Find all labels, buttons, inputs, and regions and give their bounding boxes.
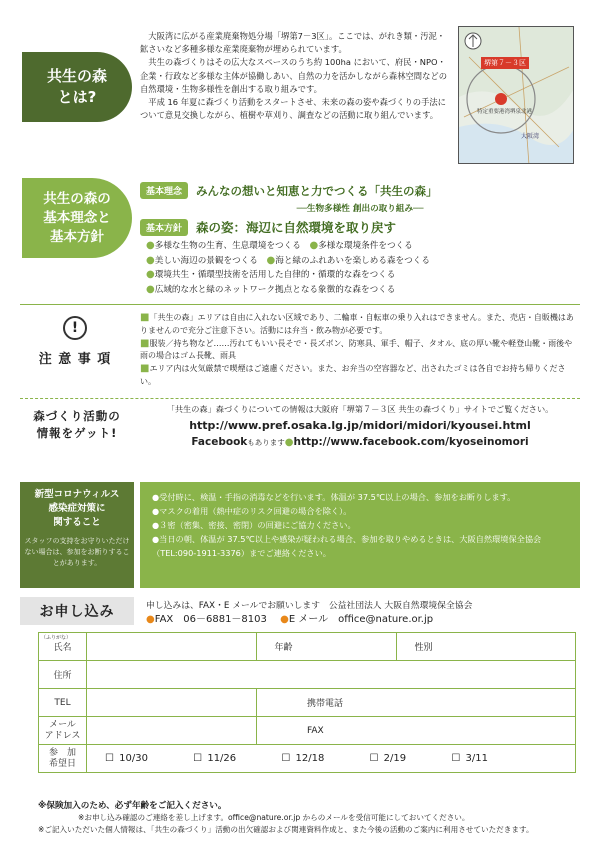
bullet-icon: ● — [309, 240, 319, 251]
tag-policy: 基本方針 — [140, 219, 188, 236]
label-dates: 参 加 希望日 — [39, 745, 87, 773]
bullet-icon: ● — [146, 254, 155, 266]
fax-field[interactable] — [397, 717, 576, 745]
footnotes: ※保険加入のため、必ず年齢をご記入ください。 ※お申し込み確認のご連絡を差し上げます。office@nature.or.jp からのメールを受信可能にしておいてください。 ※ご記入いただいた個人情報は、「共生の森づくり」活動の出欠確認および関連資料作成と、また今後の活動のご案内に利用させていただきます。 — [38, 801, 534, 834]
dates-row — [87, 745, 576, 773]
bullet-icon: ● — [146, 240, 155, 251]
tel-field[interactable] — [87, 689, 257, 717]
label-age: 年齢 — [257, 633, 297, 661]
bullet-icon: ● — [266, 254, 276, 266]
date-checkbox[interactable]: ☐ 3/11 — [451, 753, 488, 764]
location-map — [458, 26, 574, 164]
divider — [20, 398, 580, 399]
bullet-icon: ■ — [140, 337, 150, 349]
map-label: 堺第７－３区 — [481, 57, 529, 69]
date-checkbox[interactable]: ☐ 2/19 — [369, 753, 407, 764]
philosophy-badge: 共生の森の 基本理念と 基本方針 — [22, 178, 132, 258]
divider — [20, 304, 580, 305]
mail-field[interactable] — [87, 717, 257, 745]
apply-info: 申し込みは、FAX・E メールでお願いします 公益社団法人 大阪自然環境保全協会 ●FAX 06－6881－8103 ●E メール office@nature.or.jp — [146, 601, 473, 625]
facebook-url[interactable]: http://www.facebook.com/kyoseinomori — [293, 436, 529, 448]
label-gender: 性別 — [397, 633, 437, 661]
label-mobile: 携帯電話 — [257, 689, 397, 717]
policy-headline: 森の姿：海辺に自然環境を取り戻す — [196, 220, 397, 235]
label-fax: FAX — [257, 717, 397, 745]
bullet-icon: ● — [280, 614, 289, 625]
application-form: （ふりがな） 氏名 年齢 性別 住所 TEL 携帯電話 メール アドレス FAX 参 加 希望日 ☐ 10/30 ☐ 11/26 ☐ 12/18 ☐ 2/19 ☐ 3/11 — [38, 632, 576, 773]
bullet-icon: ● — [284, 437, 294, 448]
info-block: 「共生の森」森づくりについての情報は大阪府「堺第７－３区 共生の森づくり」サイトでご覧ください。 http://www.pref.osaka.lg.jp/midori/midori/kyousei.html Facebookもあります●http://www.facebook.com/kyoseinomori — [140, 404, 580, 448]
age-field[interactable] — [297, 633, 397, 661]
tag-principle: 基本理念 — [140, 182, 188, 199]
label-mail: メール アドレス — [39, 717, 87, 745]
notes-title: 注 意 事 項 — [38, 352, 112, 367]
gender-field[interactable] — [437, 633, 576, 661]
bullet-icon: ● — [152, 492, 160, 502]
notes-heading — [20, 316, 130, 386]
map-sub: 特定重要港湾堺泉北港 — [477, 109, 533, 115]
covid-heading: 新型コロナウィルス 感染症対策に 関すること スタッフの支持をお守りいただけない場合は、参加をお断りすることがあります。 — [20, 482, 134, 588]
covid-list: ●受付時に、検温・手指の消毒などを行います。体温が 37.5℃以上の場合、参加をお断りします。 ●マスクの着用（熱中症のリスク回避の場合を除く）。 ●３密（密集、密接、密閉）の回避にご協力ください。 ●当日の朝、体温が 37.5℃以上や感染が疑われる場合、参加を取りやめるときは、大阪自然環境保全協会（TEL:090-1911-3376）までご連絡ください。 — [140, 482, 580, 588]
bullet-icon: ● — [146, 283, 155, 295]
date-checkbox[interactable]: ☐ 12/18 — [281, 753, 325, 764]
principle-subline: ──生物多様性 創出の取り組み── — [296, 204, 424, 214]
name-field[interactable] — [87, 633, 257, 661]
bullet-icon: ● — [152, 534, 160, 544]
map-place: 大阪湾 — [521, 133, 540, 140]
bullet-icon: ■ — [140, 363, 150, 375]
principle-headline: みんなの想いと知恵と力でつくる「共生の森」 — [196, 183, 438, 198]
bullet-icon: ● — [146, 614, 155, 625]
label-name: 氏名 — [53, 643, 72, 653]
apply-heading: お申し込み — [20, 597, 134, 625]
bullet-icon: ● — [152, 520, 160, 530]
date-checkbox[interactable]: ☐ 11/26 — [193, 753, 237, 764]
bullet-icon: ■ — [140, 312, 150, 323]
label-address: 住所 — [39, 661, 87, 689]
bullet-icon: ● — [146, 269, 155, 280]
site-url[interactable]: http://www.pref.osaka.lg.jp/midori/midori/kyousei.html — [189, 419, 531, 432]
covid-note: スタッフの支持をお守りいただけない場合は、参加をお断りすることがあります。 — [24, 537, 130, 567]
bullet-icon: ● — [152, 506, 160, 516]
date-checkbox[interactable]: ☐ 10/30 — [105, 753, 148, 764]
exclamation-icon: ! — [63, 316, 87, 340]
info-heading: 森づくり活動の 情報をゲット! — [33, 409, 121, 440]
philosophy-block: 基本理念 みんなの想いと知恵と力でつくる「共生の森」 ──生物多様性 創出の取り組み── 基本方針 森の姿：海辺に自然環境を取り戻す ●多様な生物の生育、生息環境をつくる ●多様な環境条件をつくる ●美しい海辺の景観をつくる ●海と緑のふれあいを楽しめる森をつくる ●環境共生・循環型技術を活用した自律的・循環的な森をつくる ●広域的な水と緑のネットワーク拠点となる象徴的な森をつくる — [140, 182, 580, 297]
info-desc: 「共生の森」森づくりについての情報は大阪府「堺第７－３区 共生の森づくり」サイトでご覧ください。 — [166, 404, 554, 414]
notes-list: ■「共生の森」エリアは自由に入れない区域であり、二輪車・自転車の乗り入れはできません。また、売店・自販機はありませんので充分ご注意下さい。活動には弁当・飲み物が必要です。 ■服装／持ち物など……汚れてもいい長そで・長ズボン、防寒具、軍手、帽子、タオル、底の厚い靴や軽登山靴・雨後や雨の場合はゴム長靴、雨具 ■エリア内は火気厳禁で喫煙はご遠慮ください。また、お弁当の空容器など、出されたゴミは各自でお持ち帰りください。 — [140, 312, 574, 386]
label-tel: TEL — [39, 689, 87, 717]
mobile-field[interactable] — [397, 689, 576, 717]
about-badge: 共生の森 とは? — [22, 52, 132, 122]
address-field[interactable] — [87, 661, 576, 689]
about-text: 大阪湾に広がる産業廃棄物処分場「堺第7－3区」。ここでは、がれき類・汚泥・鉱さいなど多種多様な産業廃棄物が埋められています。 共生の森づくりはその広大なスペースのうち約 100ha において、府民・NPO・企業・行政など多様な主体が協働しあい、自然の力を活かしながら森林空間などの自然環境・生物多様性を創出する取り組みです。 平成 16 年夏に森づくり活動をスタートさせ、未来の森の姿や森づくりの手法について意見交換しながら、植樹や草刈り、調査などの活動に取り組んでいます。 — [140, 31, 447, 121]
